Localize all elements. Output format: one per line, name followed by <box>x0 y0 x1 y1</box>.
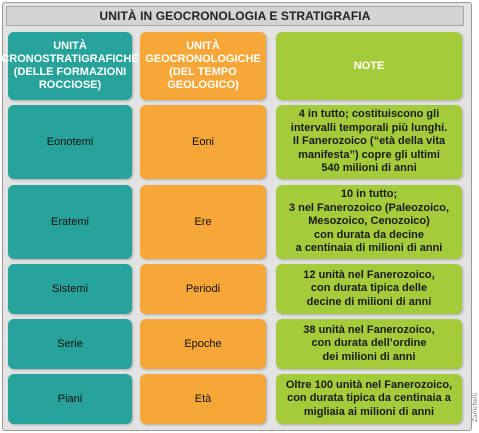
row-serie-chrono <box>8 319 132 369</box>
row-eratemi-note <box>276 185 462 259</box>
cell-note: 38 unità nel Fanerozoico, con durata dell’ordine dei milioni di anni <box>303 323 435 363</box>
header-chronostratigraphic-units <box>1 32 139 100</box>
row-serie-note <box>276 319 462 369</box>
row-serie-geo <box>140 319 266 369</box>
row-sistemi-geo <box>140 264 266 314</box>
header-geo-text: UNITÀ GEOCRONOLOGICHE (DEL TEMPO GEOLOGICO) <box>145 40 261 91</box>
row-piani-geo <box>140 374 266 424</box>
cell-chrono: Eonotemi <box>46 135 94 148</box>
header-note-text: NOTE <box>353 59 385 72</box>
cell-note: 10 in tutto; 3 nel Fanerozoico (Paleozoico, Mesozoico, Cenozoico) con durata da decine a centinaia di milioni di anni <box>288 188 450 255</box>
row-piani-chrono <box>8 374 132 424</box>
row-eonotemi-chrono <box>8 105 132 179</box>
cell-geo: Eoni <box>191 135 215 148</box>
row-sistemi-chrono <box>8 264 132 314</box>
cell-chrono: Serie <box>57 337 83 350</box>
cell-geo: Ere <box>194 215 212 228</box>
cell-note: 4 in tutto; costituiscono gli intervalli temporali più lunghi. Il Fanerozoico (“età della vita manifesta”) copre gli ultimi 540 milioni di anni <box>290 108 448 175</box>
table-title <box>6 6 464 26</box>
cell-chrono: Piani <box>57 392 83 405</box>
cell-note: Oltre 100 unità nel Fanerozoico, con durata tipica da centinaia a migliaia ai milioni di anni <box>285 378 453 418</box>
cell-chrono: Sistemi <box>51 282 89 295</box>
cell-geo: Epoche <box>184 337 222 350</box>
header-geochronologic-units <box>140 32 266 100</box>
row-eonotemi-note <box>276 105 462 179</box>
cell-geo: Età <box>194 392 212 405</box>
cell-geo: Periodi <box>185 282 221 295</box>
cell-note: 12 unità nel Fanerozoico, con durata tipica delle decine di milioni di anni <box>303 268 435 308</box>
header-chrono-text: UNITÀ CRONOSTRATIGRAFICHE (DELLE FORMAZIONI ROCCIOSE) <box>1 40 139 91</box>
row-sistemi-note <box>276 264 462 314</box>
row-eratemi-geo <box>140 185 266 259</box>
row-eonotemi-geo <box>140 105 266 179</box>
table-title-text: UNITÀ IN GEOCRONOLOGIA E STRATIGRAFIA <box>99 9 371 23</box>
row-eratemi-chrono <box>8 185 132 259</box>
publisher-credit: Zanichelli <box>472 393 479 423</box>
row-piani-note <box>276 374 462 424</box>
header-notes <box>276 32 462 100</box>
cell-chrono: Eratemi <box>51 215 89 228</box>
